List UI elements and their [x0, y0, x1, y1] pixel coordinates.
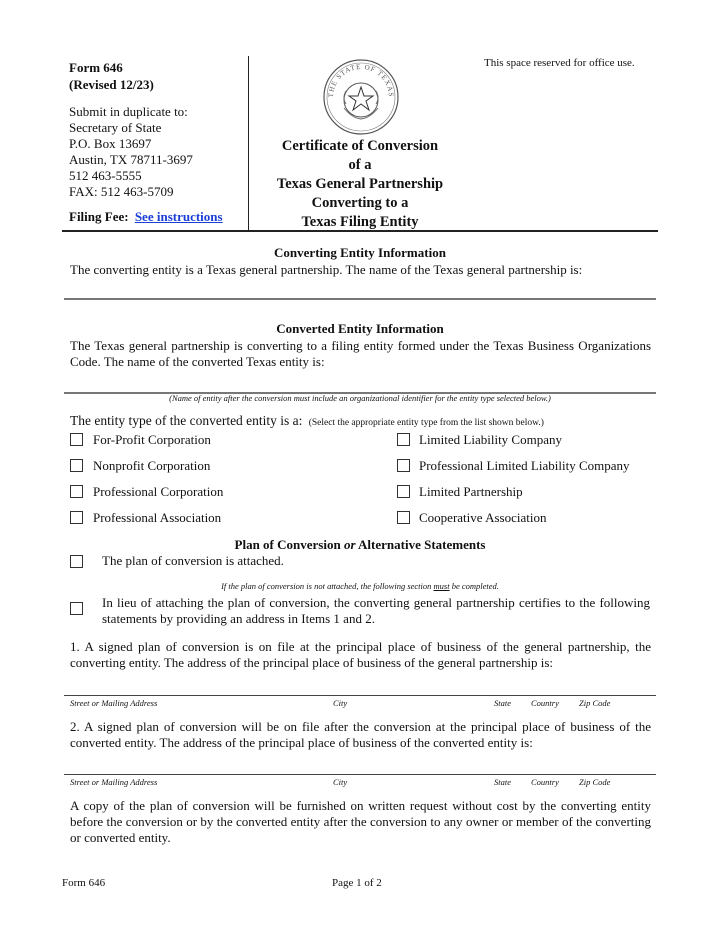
plan-note-part: If the plan of conversion is not attached, the following section	[221, 581, 434, 591]
form-title	[250, 137, 470, 232]
cooperative-association-checkbox[interactable]	[397, 511, 410, 524]
address-label-street: Street or Mailing Address	[70, 698, 158, 708]
title-line: Texas General Partnership	[276, 176, 444, 192]
title-line: of a	[348, 157, 372, 173]
submit-line: Austin, TX 78711-3697	[69, 152, 193, 167]
plan-attached-label: The plan of conversion is attached.	[102, 553, 284, 568]
professional-corporation-checkbox[interactable]	[70, 485, 83, 498]
address-label-country: Country	[531, 698, 559, 708]
footer-form-number: Form 646	[62, 877, 106, 889]
for-profit-corporation-checkbox[interactable]	[70, 433, 83, 446]
form-number: Form 646	[69, 60, 123, 75]
plan-heading-part: Alternative Statements	[355, 537, 486, 552]
converting-entity-heading: Converting Entity Information	[274, 245, 446, 260]
plan-note-must: must	[433, 581, 450, 591]
submit-line: Submit in duplicate to:	[69, 104, 188, 119]
address-label-state: State	[494, 698, 511, 708]
title-line: Certificate of Conversion	[281, 138, 439, 154]
plan-note-part: be completed.	[449, 581, 499, 591]
item-2-address-field[interactable]	[64, 774, 656, 775]
submit-line: FAX: 512 463-5709	[69, 184, 174, 199]
option-label: Professional Association	[93, 510, 222, 525]
seal-text: THE STATE OF TEXAS	[326, 62, 396, 98]
address-label-country: Country	[531, 777, 559, 787]
filing-fee	[69, 209, 223, 225]
entity-type-label: The entity type of the converted entity is a:	[70, 413, 303, 428]
option-label: Professional Corporation	[93, 484, 224, 499]
copy-statement: A copy of the plan of conversion will be furnished on written request without cost by the converting entity before the conversion or by the converted entity after the conversion to any owner or member of the converting or converted entity.	[70, 798, 651, 845]
item-2-text: 2. A signed plan of conversion will be on file after the conversion at the principal place of business of the converted entity. The address of the principal place of business of the converted entity is:	[70, 719, 651, 750]
title-line: Converting to a	[311, 195, 409, 211]
converted-entity-text: The Texas general partnership is converting to a filing entity formed under the Texas Business Organizations Code. The name of the converted Texas entity is:	[70, 338, 651, 369]
in-lieu-checkbox[interactable]	[70, 602, 83, 615]
plan-heading-part: Plan of Conversion	[234, 537, 344, 552]
submit-address-block	[69, 104, 193, 200]
converted-entity-heading: Converted Entity Information	[276, 321, 444, 336]
professional-llc-checkbox[interactable]	[397, 459, 410, 472]
item-1-text: 1. A signed plan of conversion is on file at the principal place of business of the general partnership, the converting entity. The address of the principal place of business of the general partnership is:	[70, 639, 651, 670]
plan-attached-checkbox[interactable]	[70, 555, 83, 568]
option-label: Limited Liability Company	[419, 432, 562, 447]
footer-page-number: Page 1 of 2	[332, 877, 382, 889]
form-revised: (Revised 12/23)	[69, 77, 154, 92]
office-use-note: This space reserved for office use.	[484, 57, 635, 69]
address-label-zip: Zip Code	[579, 698, 611, 708]
submit-line: 512 463-5555	[69, 168, 142, 183]
see-instructions-link[interactable]: See instructions	[134, 209, 223, 224]
converting-entity-text: The converting entity is a Texas general partnership. The name of the Texas general partnership is:	[70, 262, 583, 277]
plan-note	[62, 581, 658, 591]
in-lieu-text: In lieu of attaching the plan of conversion, the converting general partnership certifies to the following statements by providing an address in Items 1 and 2.	[102, 595, 650, 626]
professional-association-checkbox[interactable]	[70, 511, 83, 524]
option-label: Limited Partnership	[419, 484, 523, 499]
option-label: Nonprofit Corporation	[93, 458, 211, 473]
texas-state-seal	[322, 58, 400, 136]
filing-fee-label: Filing Fee:	[69, 209, 129, 224]
submit-line: Secretary of State	[69, 120, 162, 135]
address-label-street: Street or Mailing Address	[70, 777, 158, 787]
limited-partnership-checkbox[interactable]	[397, 485, 410, 498]
submit-line: P.O. Box 13697	[69, 136, 152, 151]
plan-heading-or: or	[343, 537, 356, 552]
address-label-city: City	[333, 777, 348, 787]
option-label: Cooperative Association	[419, 510, 547, 525]
address-label-zip: Zip Code	[579, 777, 611, 787]
address-label-city: City	[333, 698, 348, 708]
nonprofit-corporation-checkbox[interactable]	[70, 459, 83, 472]
address-label-state: State	[494, 777, 511, 787]
entity-type-line	[70, 413, 660, 429]
entity-type-note: (Select the appropriate entity type from the list shown below.)	[308, 418, 544, 428]
option-label: Professional Limited Liability Company	[419, 458, 630, 473]
title-line: Texas Filing Entity	[301, 214, 419, 230]
converted-name-note: (Name of entity after the conversion must include an organizational identifier for the entity type selected below.)	[169, 393, 551, 403]
item-1-address-field[interactable]	[64, 695, 656, 696]
limited-liability-company-checkbox[interactable]	[397, 433, 410, 446]
converting-entity-name-field[interactable]	[64, 298, 656, 300]
option-label: For-Profit Corporation	[93, 432, 211, 447]
plan-heading	[62, 537, 658, 553]
